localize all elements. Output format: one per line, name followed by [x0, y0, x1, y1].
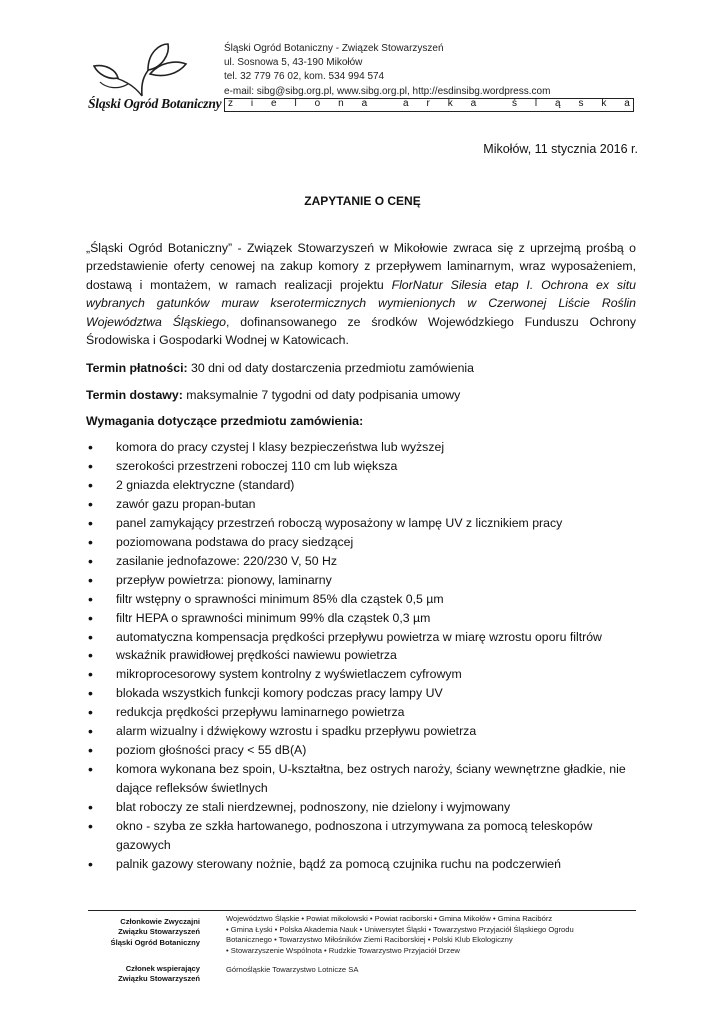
- motto-letter: a: [361, 98, 368, 109]
- requirement-item: • poziom głośności pracy < 55 dB(A): [86, 741, 646, 760]
- motto-letter: e: [271, 98, 277, 109]
- requirement-item: • zawór gazu propan-butan: [86, 495, 646, 514]
- motto-letter: i: [250, 98, 254, 109]
- motto-letters: [228, 98, 630, 109]
- requirement-item: • blokada wszystkich funkcji komory podczas pracy lampy UV: [86, 684, 646, 703]
- requirement-item: • filtr HEPA o sprawności minimum 99% dla cząstek 0,3 µm: [86, 609, 646, 628]
- motto-letter: a: [402, 98, 409, 109]
- motto-letter: l: [294, 98, 297, 109]
- requirement-item: • mikroprocesorowy system kontrolny z wyświetlaczem cyfrowym: [86, 665, 646, 684]
- requirement-item: • okno - szyba ze szkła hartowanego, podnoszona i utrzymywana za pomocą teleskopów gazowych: [86, 817, 646, 855]
- requirements-heading: Wymagania dotyczące przedmiotu zamówienia:: [86, 414, 364, 428]
- motto-letter: n: [338, 98, 344, 109]
- motto-letter: ą: [555, 98, 561, 109]
- requirement-item: • filtr wstępny o sprawności minimum 85% dla cząstek 0,5 µm: [86, 590, 646, 609]
- members-label: Członkowie Zwyczajni Związku Stowarzyszeń Śląski Ogród Botaniczny: [110, 917, 200, 947]
- project-name: FlorNatur Silesia etap I. Ochrona ex situ wybranych gatunków muraw kserotermicznych wymienionych w Czerwonej Liście Roślin Województwa Śląskiego: [86, 277, 636, 329]
- intro-part1: „Śląski Ogród Botaniczny” - Związek Stowarzyszeń w Mikołowie zwraca się z uprzejmą prośbą o przedstawienie oferty cenowej na zakup komory z przepływem laminarnym, wraz wyposażeniem, dostawą i montażem, w ramach realizacji projektu: [86, 241, 636, 292]
- logo-text: Śląski Ogród Botaniczny: [88, 96, 222, 111]
- requirement-item: • panel zamykający przestrzeń roboczą wyposażony w lampę UV z licznikiem pracy: [86, 514, 646, 533]
- delivery-term-value: maksymalnie 7 tygodni od daty podpisania umowy: [182, 388, 461, 402]
- requirement-item: • 2 gniazda elektryczne (standard): [86, 476, 646, 495]
- requirement-item: • komora do pracy czystej I klasy bezpieczeństwa lub wyższej: [86, 438, 646, 457]
- requirement-item: • zasilanie jednofazowe: 220/230 V, 50 Hz: [86, 552, 646, 571]
- requirements-list: [86, 438, 646, 874]
- document-date: Mikołów, 11 stycznia 2016 r.: [483, 142, 638, 156]
- motto-letter: ś: [511, 98, 517, 109]
- requirement-item: • wskaźnik prawidłowej prędkości nawiewu powietrza: [86, 646, 646, 665]
- phone: tel. 32 779 76 02, kom. 534 994 574: [224, 71, 385, 83]
- motto-letter: a: [470, 98, 477, 109]
- contact-block: [224, 42, 550, 99]
- payment-term-label: Termin płatności:: [86, 361, 188, 375]
- email-line[interactable]: e-mail: sibg@sibg.org.pl, www.sibg.org.pl, http://esdinsibg.wordpress.com: [224, 85, 551, 97]
- motto-letter: l: [534, 98, 538, 109]
- requirement-item: • palnik gazowy sterowany nożnie, bądź za pomocą czujnika ruchu na podczerwień: [86, 855, 646, 874]
- organization-logo: [88, 40, 222, 114]
- motto-letter: o: [314, 98, 321, 109]
- payment-term: [86, 361, 474, 375]
- requirement-item: • automatyczna kompensacja prędkości przepływu powietrza w miarę wzrostu oporu filtrów: [86, 628, 646, 647]
- intro-part2: , dofinansowanego ze środków Wojewódzkiego Funduszu Ochrony Środowiska i Gospodarki Wodnej w Katowicach.: [86, 314, 636, 348]
- motto-letter: a: [624, 98, 630, 109]
- requirement-item: • redukcja prędkości przepływu laminarnego powietrza: [86, 703, 646, 722]
- document-title: ZAPYTANIE O CENĘ: [304, 194, 421, 208]
- leaf-logo-icon: [88, 40, 198, 98]
- motto-letter: s: [578, 98, 584, 109]
- motto-letter: r: [426, 98, 430, 109]
- intro-paragraph: [86, 239, 636, 349]
- requirement-item: • przepływ powietrza: pionowy, laminarny: [86, 571, 646, 590]
- requirement-item: • alarm wizualny i dźwiękowy wzrostu i spadku przepływu powietrza: [86, 722, 646, 741]
- requirement-item: • szerokości przestrzeni roboczej 110 cm lub większa: [86, 457, 646, 476]
- motto-letter: k: [601, 98, 607, 109]
- address: ul. Sosnowa 5, 43-190 Mikołów: [224, 57, 363, 69]
- supporting-member-list: Górnośląskie Towarzystwo Lotnicze SA: [226, 965, 359, 974]
- payment-term-value: 30 dni od daty dostarczenia przedmiotu zamówienia: [187, 361, 474, 375]
- footer-divider: [88, 910, 636, 911]
- delivery-term-label: Termin dostawy:: [86, 388, 183, 402]
- motto-banner: [224, 98, 634, 112]
- organization-name: Śląski Ogród Botaniczny - Związek Stowarzyszeń: [224, 43, 444, 54]
- requirement-item: • poziomowana podstawa do pracy siedzącej: [86, 533, 646, 552]
- motto-letter: z: [228, 98, 233, 109]
- motto-letter: k: [447, 98, 453, 109]
- supporting-member-label: Członek wspierający Związku Stowarzyszeń: [118, 964, 200, 984]
- requirement-item: • komora wykonana bez spoin, U-kształtna, bez ostrych naroży, ściany wewnętrzne gładkie, nie dające refleksów świetlnych: [86, 760, 646, 798]
- members-list: Województwo Śląskie • Powiat mikołowski • Powiat raciborski • Gmina Mikołów • Gmina Racibórz • Gmina Łyski • Polska Akademia Nauk • Uniwersytet Śląski • Towarzystwo Przyjaciół Śląskiego Ogrodu Botanicznego • Towarzystwo Miłośników Ziemi Raciborskiej • Polski Klub Ekologiczny • Stowarzyszenie Wspólnota • Rudzkie Towarzystwo Przyjaciół Drzew: [226, 914, 574, 955]
- requirement-item: • blat roboczy ze stali nierdzewnej, podnoszony, nie dzielony i wyjmowany: [86, 798, 646, 817]
- delivery-term: [86, 388, 460, 402]
